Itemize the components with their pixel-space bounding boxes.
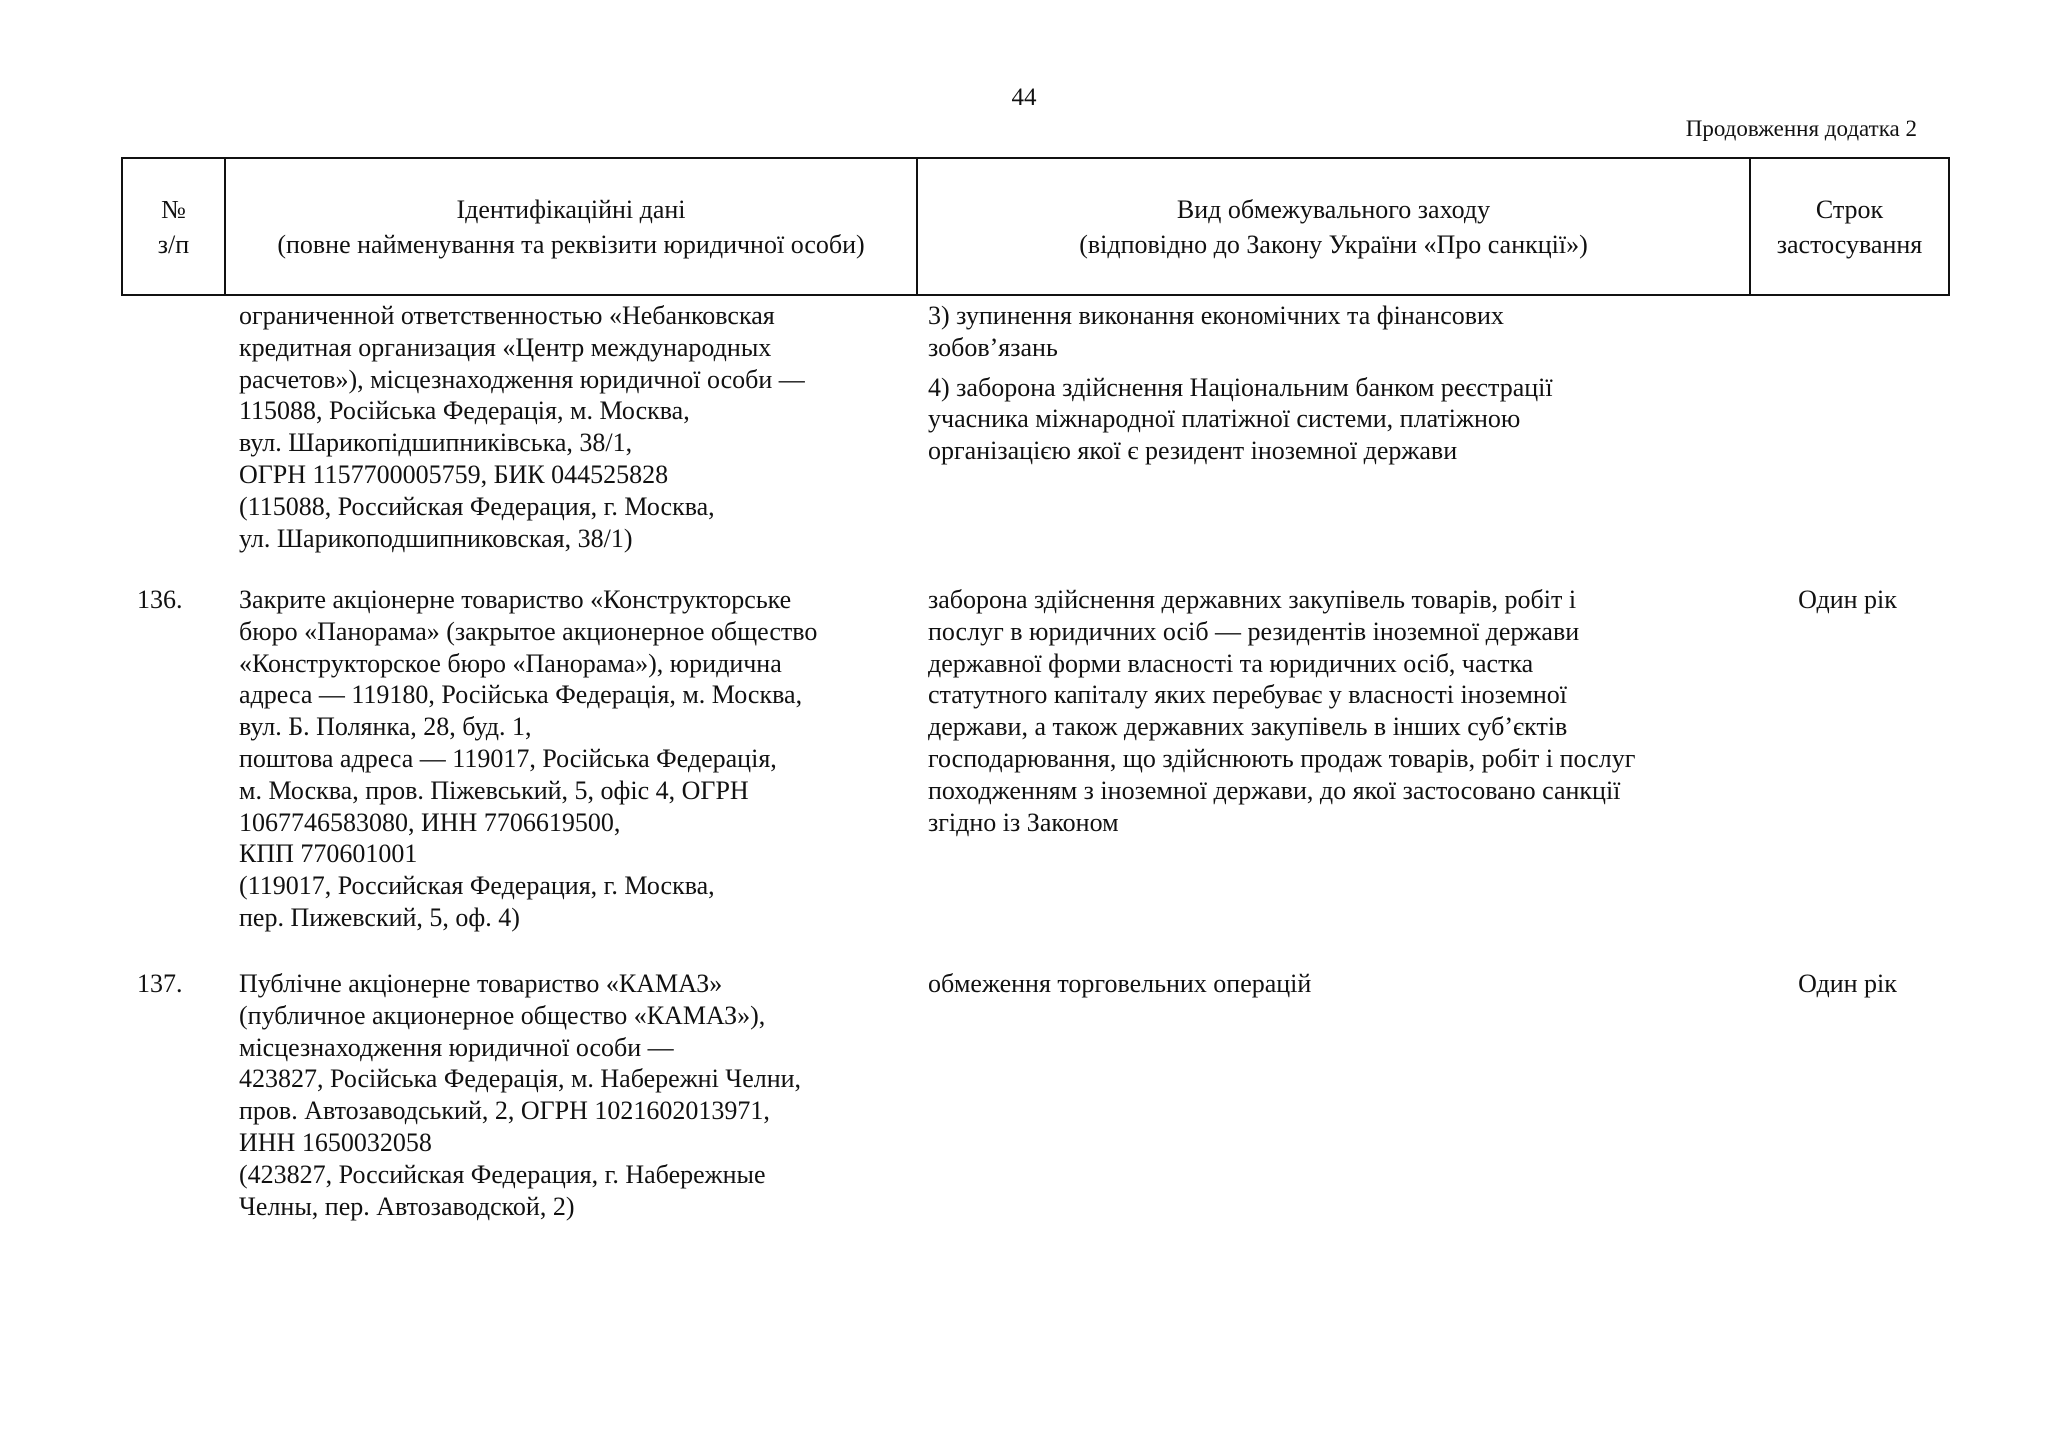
table-row [121,296,1950,554]
measure-line: 3) зупинення виконання економічних та фінансових [928,301,1504,330]
ident-line: бюро «Панорама» (закрытое акционерное общество [239,616,818,646]
measure-line: організацією якої є резидент іноземної держави [928,436,1458,466]
ident-line: поштова адреса — 119017, Російська Федерація, [239,743,777,773]
ident-line: расчетов»), місцезнаходження юридичної особи — [239,364,805,394]
identification-data [224,580,916,934]
measure-line: походженням з іноземної держави, до якої застосовано санкції [928,775,1621,805]
header-text: з/п [157,229,190,259]
header-ident-column [226,159,918,294]
row-number: 137. [137,969,183,998]
ident-line: КПП 770601001 [239,839,418,869]
ident-line: ограниченной ответственностью «Небанковская [239,301,775,330]
ident-line: 1067746583080, ИНН 7706619500, [239,807,621,837]
ident-line: 115088, Російська Федерація, м. Москва, [239,396,690,426]
measure-line: учасника міжнародної платіжної системи, платіжною [928,404,1521,434]
ident-line: Публічне акціонерне товариство «КАМАЗ» [239,969,723,998]
header-measure-column [918,159,1751,294]
identification-data [224,296,916,554]
header-text: Ідентифікаційні дані [456,194,686,224]
application-term: Один рік [1798,969,1897,998]
ident-line: пер. Пижевский, 5, оф. 4) [239,902,520,932]
table-row [121,580,1950,934]
application-term: Один рік [1798,585,1897,614]
measure-line: господарювання, що здійснюють продаж товарів, робіт і послуг [928,743,1636,773]
measure-line: зобов’язань [928,332,1058,362]
ident-line: пров. Автозаводський, 2, ОГРН 1021602013971, [239,1096,770,1126]
ident-line: адреса — 119180, Російська Федерація, м. Москва, [239,680,803,710]
ident-line: «Конструкторское бюро «Панорама»), юридична [239,648,782,678]
ident-line: вул. Шарикопідшипниківська, 38/1, [239,428,633,458]
ident-line: (119017, Российская Федерация, г. Москва, [239,871,715,901]
ident-line: Закрите акціонерне товариство «Конструкторське [239,585,792,614]
measure-line: статутного капіталу яких перебуває у власності іноземної [928,680,1567,710]
ident-line: ул. Шарикоподшипниковская, 38/1) [239,523,633,553]
header-term-column [1751,159,1948,294]
header-text: Вид обмежувального заходу [1176,194,1491,224]
paragraph-gap [928,364,1749,372]
application-term [1749,296,1946,554]
measure-line: згідно із Законом [928,807,1119,837]
header-text: (відповідно до Закону України «Про санкції») [1079,229,1588,259]
table-header [121,157,1950,296]
ident-line: м. Москва, пров. Піжевський, 5, офіс 4, ОГРН [239,775,749,805]
measure-line: заборона здійснення державних закупівель товарів, робіт і [928,585,1577,614]
ident-line: ИНН 1650032058 [239,1127,432,1157]
measure-line: держави, а також державних закупівель в інших суб’єктів [928,712,1568,742]
row-number: 136. [137,585,183,614]
restrictive-measure [916,964,1749,1222]
table-row [121,964,1950,1222]
ident-line: місцезнаходження юридичної особи — [239,1032,674,1062]
header-number-column [123,159,226,294]
ident-line: (423827, Российская Федерация, г. Набережные [239,1159,766,1189]
continuation-note: Продовження додатка 2 [1685,116,1917,141]
ident-line: кредитная организация «Центр международных [239,332,772,362]
ident-line: (115088, Российская Федерация, г. Москва, [239,491,715,521]
restrictive-measure [916,580,1749,934]
ident-line: ОГРН 1157700005759, БИК 044525828 [239,459,669,489]
identification-data [224,964,916,1222]
measure-line: послуг в юридичних осіб — резидентів іноземної держави [928,616,1580,646]
header-text: № [161,194,186,224]
measure-line: державної форми власності та юридичних осіб, частка [928,648,1534,678]
measure-line: обмеження торговельних операцій [928,969,1312,998]
page-number: 44 [1011,84,1037,111]
header-text: (повне найменування та реквізити юридичної особи) [277,229,865,259]
header-text: застосування [1776,229,1923,259]
measure-line: 4) заборона здійснення Національним банком реєстрації [928,372,1553,402]
ident-line: 423827, Російська Федерація, м. Набережні Челни, [239,1064,802,1094]
restrictive-measure [916,296,1749,554]
ident-line: (публичное акционерное общество «КАМАЗ»), [239,1000,766,1030]
row-number [121,296,224,554]
header-text: Строк [1815,194,1884,224]
ident-line: Челны, пер. Автозаводской, 2) [239,1191,575,1221]
ident-line: вул. Б. Полянка, 28, буд. 1, [239,712,532,742]
